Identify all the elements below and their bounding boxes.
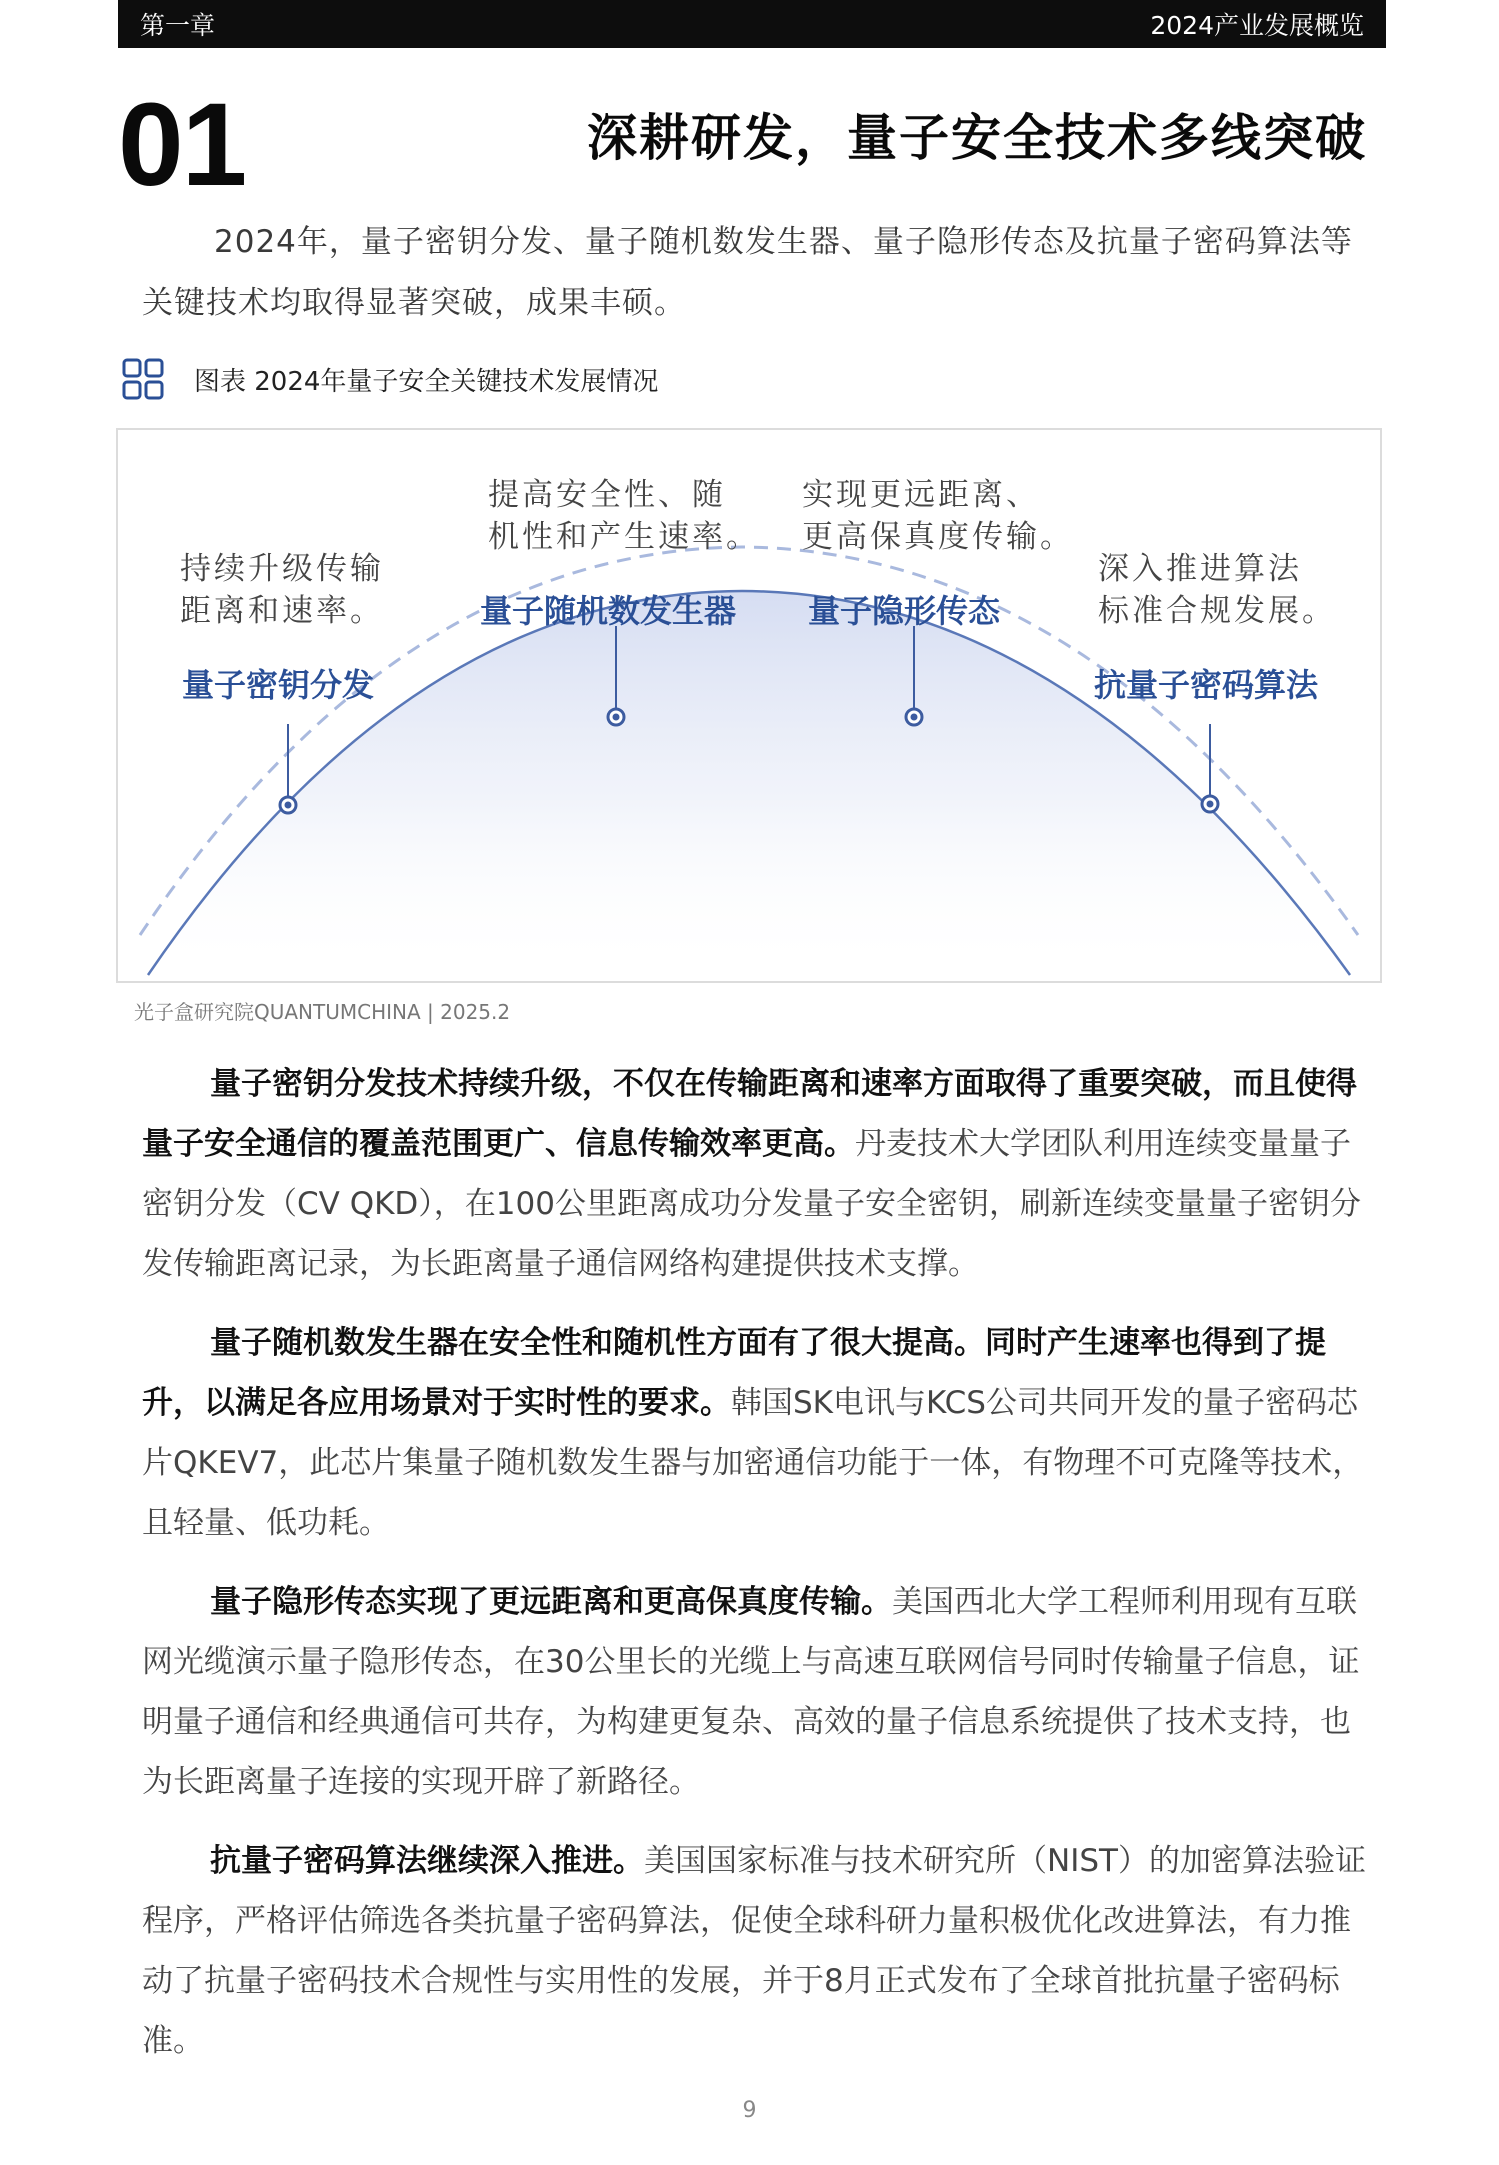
chapter-label: 第一章 xyxy=(140,11,216,40)
tech-development-figure xyxy=(116,428,1382,983)
figure-source: 光子盒研究院QUANTUMCHINA | 2025.2 xyxy=(134,1000,511,1024)
paragraph-2-body: 韩国SK电讯与KCS公司共同开发的量子密码芯片QKEV7，此芯片集量子随机数发生器与加密通信功能于一体，有物理不可克隆等技术，且轻量、低功耗。 xyxy=(142,1385,1364,1541)
paragraph-pqc xyxy=(142,1831,1367,2071)
section-title: 深耕研发，量子安全技术多线突破 xyxy=(587,109,1367,167)
item-3-description xyxy=(802,474,1074,558)
figure-caption-text: 图表 2024年量子安全关键技术发展情况 xyxy=(194,366,659,397)
item-4-label: 抗量子密码算法 xyxy=(1094,666,1319,704)
dome-fill xyxy=(148,591,1350,975)
page-header xyxy=(118,0,1386,48)
intro-paragraph: 2024年，量子密钥分发、量子随机数发生器、量子隐形传态及抗量子密码算法等关键技术均取得显著突破，成果丰硕。 xyxy=(142,224,1353,321)
item-2-label: 量子随机数发生器 xyxy=(480,592,737,630)
item-1-label: 量子密钥分发 xyxy=(182,666,375,704)
marker-key-distribution xyxy=(280,724,296,813)
paragraph-4-body: 美国国家标准与技术研究所（NIST）的加密算法验证程序，严格评估筛选各类抗量子密码算法，促使全球科研力量积极优化改进算法，有力推动了抗量子密码技术合规性与实用性的发展，并于8月正式发布了全球首批抗量子密码标准。 xyxy=(142,1843,1366,2059)
marker-pqc xyxy=(1202,724,1218,812)
item-4-description xyxy=(1098,548,1336,632)
item-3-desc-line2: 更高保真度传输。 xyxy=(802,519,1074,555)
report-title: 2024产业发展概览 xyxy=(1150,11,1364,40)
item-2-desc-line2: 机性和产生速率。 xyxy=(488,519,760,555)
item-1-description xyxy=(180,548,384,632)
paragraph-1-body: 丹麦技术大学团队利用连续变量量子密钥分发（CV QKD），在100公里距离成功分发量子安全密钥，刷新连续变量量子密钥分发传输距离记录，为长距离量子通信网络构建提供技术支撑。 xyxy=(142,1126,1361,1282)
item-2-description xyxy=(488,474,760,558)
paragraph-3-body: 美国西北大学工程师利用现有互联网光缆演示量子隐形传态，在30公里长的光缆上与高速互联网信号同时传输量子信息，证明量子通信和经典通信可共存，为构建更复杂、高效的量子信息系统提供了技术支持，也为长距离量子连接的实现开辟了新路径。 xyxy=(142,1584,1360,1800)
item-2-desc-line1: 提高安全性、随 xyxy=(488,477,726,513)
paragraph-2-lead: 量子随机数发生器在安全性和随机性方面有了很大提高。同时产生速率也得到了提升，以满足各应用场景对于实时性的要求。 xyxy=(142,1325,1326,1421)
item-4-desc-line1: 深入推进算法 xyxy=(1098,551,1302,587)
grid-icon xyxy=(122,358,164,400)
paragraph-teleportation xyxy=(142,1572,1367,1812)
paragraph-random-number xyxy=(142,1313,1367,1553)
paragraph-3-lead: 量子隐形传态实现了更远距离和更高保真度传输。 xyxy=(210,1584,892,1620)
paragraph-key-distribution xyxy=(142,1054,1367,1294)
item-3-desc-line1: 实现更远距离、 xyxy=(802,477,1040,513)
item-1-desc-line1: 持续升级传输 xyxy=(180,551,384,587)
section-number: 01 xyxy=(118,79,246,211)
item-1-desc-line2: 距离和速率。 xyxy=(180,593,384,629)
paragraph-1-lead: 量子密钥分发技术持续升级，不仅在传输距离和速率方面取得了重要突破，而且使得量子安全通信的覆盖范围更广、信息传输效率更高。 xyxy=(142,1066,1357,1162)
paragraph-4-lead: 抗量子密码算法继续深入推进。 xyxy=(210,1843,644,1879)
item-3-label: 量子隐形传态 xyxy=(808,592,1001,630)
figure-caption xyxy=(122,358,658,400)
item-4-desc-line2: 标准合规发展。 xyxy=(1098,593,1336,629)
page-number: 9 xyxy=(742,2098,757,2123)
